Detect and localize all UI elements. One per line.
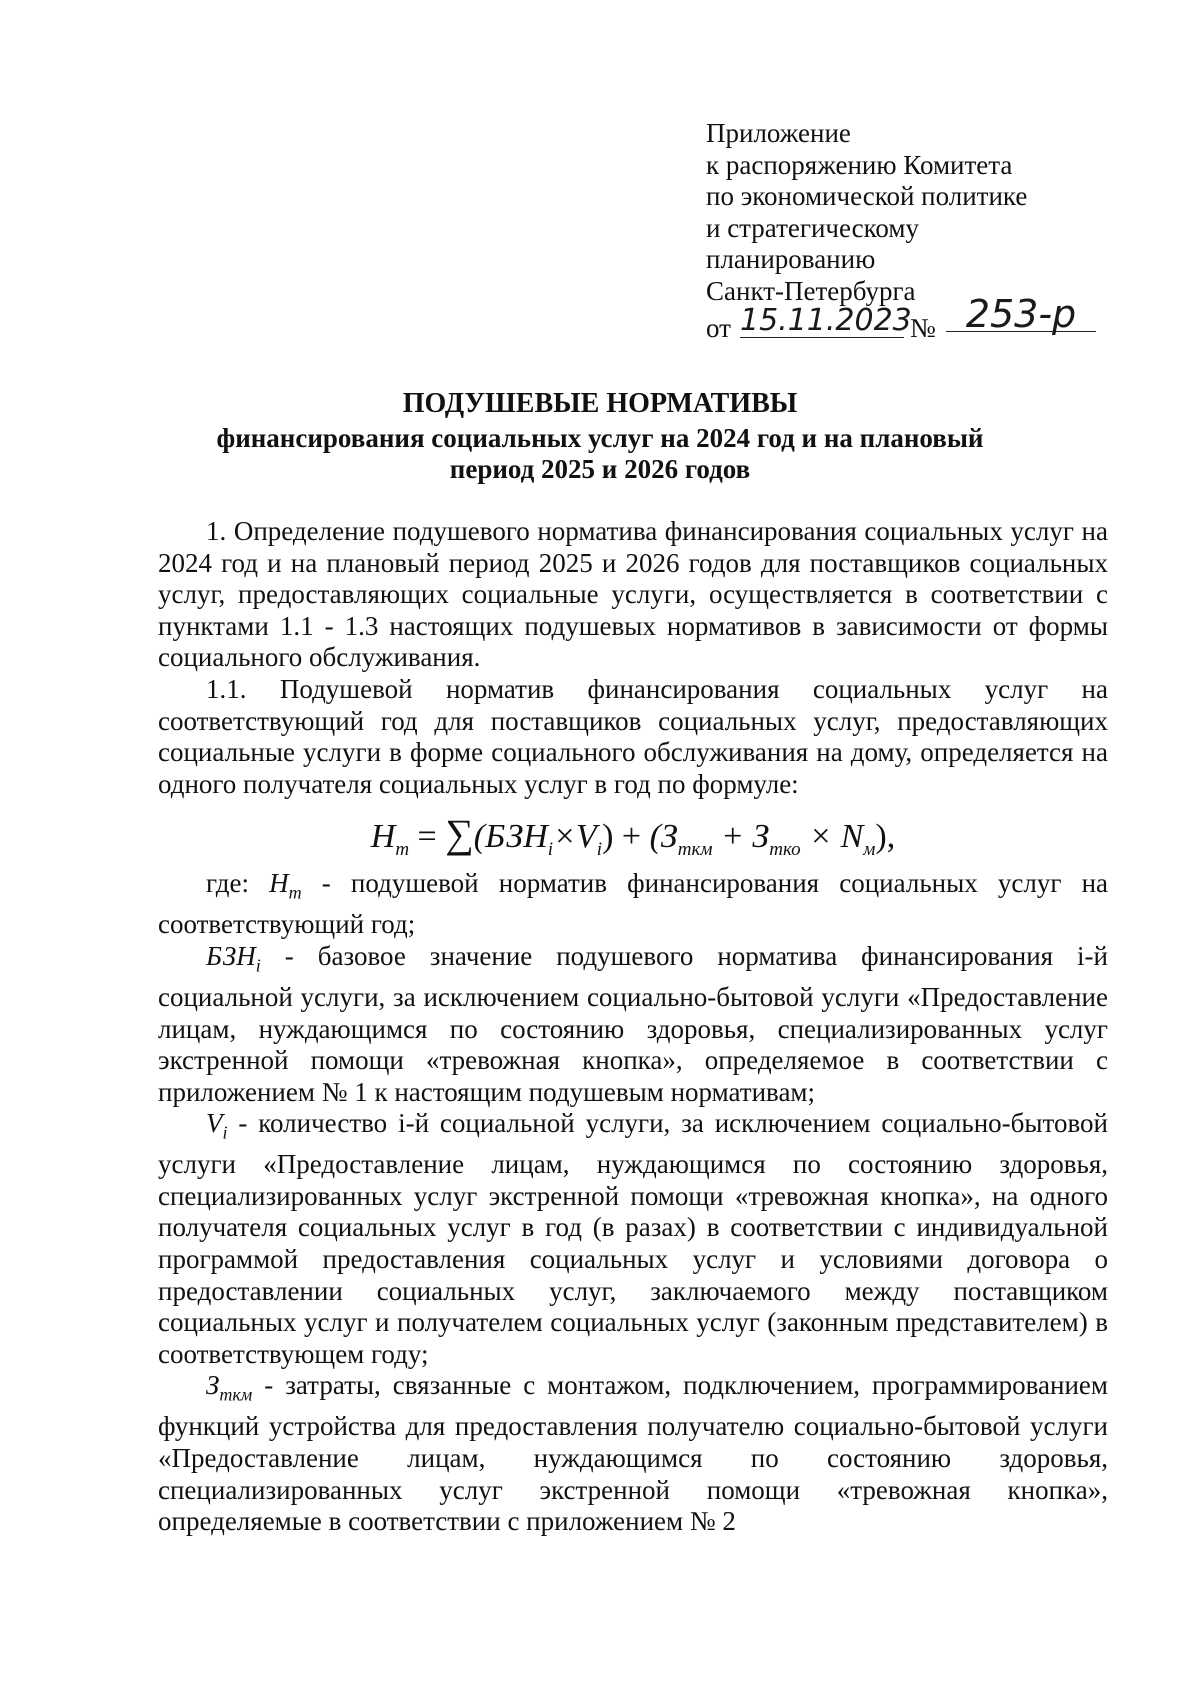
def-z-text: - затраты, связанные с монтажом, подключением, программированием функций устройства для предоставления получателю социально-бытовой услуги «Предоставление лицам, нуждающимся по состоянию здоровья, специализированных услуг экстренной помощи «тревожная кнопка», определяемые в соответствии с приложением № 2 bbox=[158, 1370, 1108, 1537]
formula-times2: × N bbox=[809, 818, 864, 856]
formula-term1-close: ) bbox=[602, 818, 614, 856]
def-v-sub: i bbox=[222, 1122, 228, 1143]
appendix-line: Санкт-Петербурга bbox=[706, 275, 916, 306]
appendix-block bbox=[706, 118, 1077, 347]
date-prefix: от bbox=[706, 313, 731, 343]
formula-z2-sub: тко bbox=[769, 839, 801, 861]
formula bbox=[158, 810, 1108, 861]
appendix-line: к распоряжению Комитета bbox=[706, 149, 1013, 180]
definition-hm bbox=[158, 868, 1108, 941]
def-z-symbol: З bbox=[206, 1370, 220, 1401]
date-number-row bbox=[706, 292, 1077, 347]
formula-lhs: H bbox=[370, 818, 396, 856]
appendix-line: планированию bbox=[706, 244, 876, 274]
formula-term2: (З bbox=[649, 818, 678, 856]
formula-n-sub: м bbox=[863, 839, 876, 861]
def-bzn-symbol: БЗН bbox=[206, 940, 256, 971]
handwritten-date: 15.11.2023 bbox=[740, 303, 912, 338]
formula-close: ), bbox=[875, 818, 896, 856]
formula-sum: ∑ bbox=[445, 811, 474, 857]
formula-z1-sub: ткм bbox=[677, 839, 713, 861]
definition-bzn bbox=[158, 941, 1108, 1108]
formula-v-sub: i bbox=[596, 839, 603, 861]
title-sub-line-1: финансирования социальных услуг на 2024 год и на плановый bbox=[216, 423, 984, 453]
def-bzn-text: - базовое значение подушевого норматива финансирования i-й социальной услуги, за исключением социально-бытовой услуги «Предоставление лицам, нуждающимся по состоянию здоровья, специализированных услуг экстренной помощи «тревожная кнопка», определяемое в соответствии с приложением № 1 к настоящим подушевым нормативам; bbox=[158, 940, 1108, 1107]
def-bzn-sub: i bbox=[255, 955, 261, 976]
formula-eq: = bbox=[417, 818, 437, 856]
def-v-symbol: V bbox=[206, 1108, 223, 1139]
definition-v bbox=[158, 1108, 1108, 1370]
def-v-text: - количество i-й социальной услуги, за исключением социально-бытовой услуги «Предоставление лицам, нуждающимся по состоянию здоровья, специализированных услуг экстренной помощи «тревожная кнопка», на одного получателя социальных услуг в год (в разах) в соответствии с индивидуальной программой предоставления социальных услуг и условиями договора о предоставлении социальных услуг, заключаемого между поставщиком социальных услуг и получателем социальных услуг (законным представителем) в соответствующем году; bbox=[158, 1108, 1108, 1369]
def-z-sub: ткм bbox=[219, 1384, 253, 1405]
paragraph-1: 1. Определение подушевого норматива финансирования социальных услуг на 2024 год и на плановый период 2025 и 2026 годов для поставщиков социальных услуг, предоставляющих социальные услуги, осуществляется в соответствии с пунктами 1.1 - 1.3 настоящих подушевых нормативов в зависимости от формы социального обслуживания. bbox=[158, 516, 1108, 673]
document-body bbox=[158, 516, 1108, 1538]
title-sub-line-2: период 2025 и 2026 годов bbox=[449, 454, 751, 484]
handwritten-number: 253-р bbox=[946, 299, 1096, 332]
formula-times1: ×V bbox=[553, 818, 597, 856]
document-title bbox=[150, 388, 1050, 485]
number-prefix: № bbox=[910, 313, 936, 343]
def-hm-symbol: Н bbox=[269, 868, 289, 899]
formula-term1: (БЗН bbox=[473, 818, 548, 856]
formula-term1-sub: i bbox=[547, 839, 554, 861]
def-hm-sub: m bbox=[288, 882, 302, 903]
appendix-line: Приложение bbox=[706, 118, 851, 148]
paragraph-1-1: 1.1. Подушевой норматив финансирования социальных услуг на соответствующий год для поставщиков социальных услуг, предоставляющих социальные услуги в форме социального обслуживания на дому, определяется на одного получателя социальных услуг в год по формуле: bbox=[158, 673, 1108, 799]
title-main: ПОДУШЕВЫЕ НОРМАТИВЫ bbox=[402, 388, 798, 419]
appendix-line: и стратегическому bbox=[706, 212, 919, 243]
def-hm-text: - подушевой норматив финансирования социальных услуг на соответствующий год; bbox=[158, 868, 1109, 940]
definition-z bbox=[158, 1370, 1108, 1537]
appendix-line: по экономической политике bbox=[706, 181, 1028, 211]
formula-plus1: + bbox=[621, 818, 642, 856]
def-prefix: где: bbox=[206, 868, 249, 899]
formula-plus2: + З bbox=[720, 818, 770, 856]
formula-lhs-sub: m bbox=[395, 839, 410, 861]
